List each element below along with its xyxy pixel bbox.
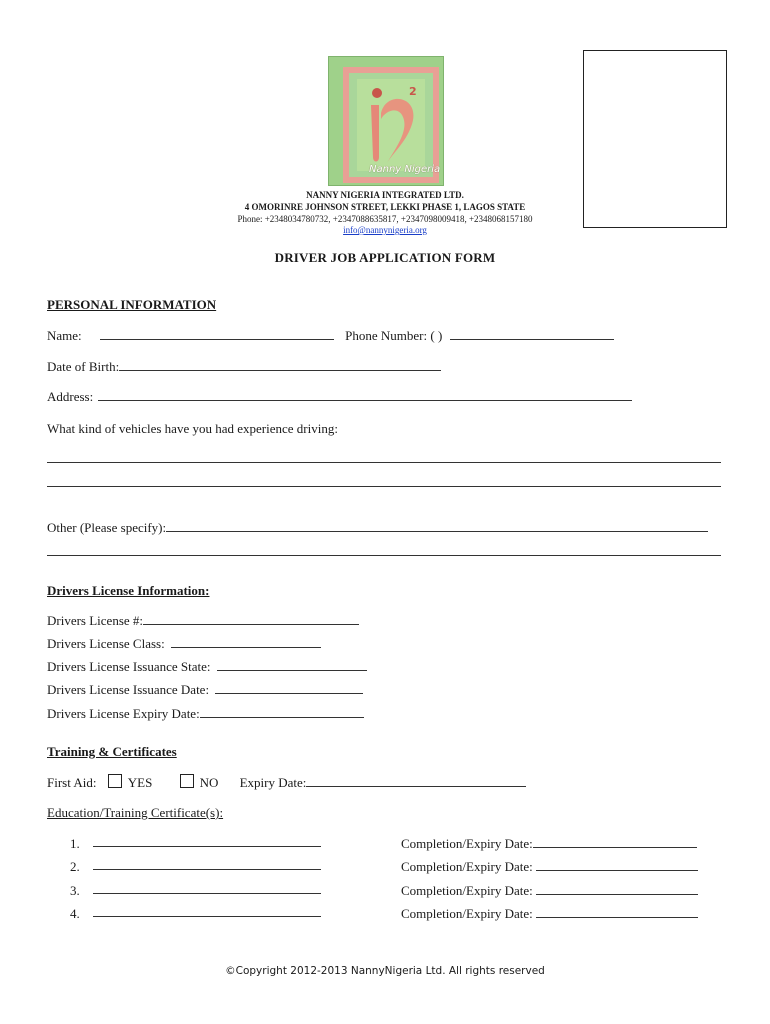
first-aid-expiry-label: Expiry Date:: [239, 775, 307, 790]
completion-date-field[interactable]: [533, 836, 697, 848]
company-logo: [328, 56, 444, 186]
phone-field[interactable]: [450, 328, 614, 340]
form-title: DRIVER JOB APPLICATION FORM: [274, 250, 496, 265]
certificate-number: 1.: [70, 836, 80, 851]
license-class-label: Drivers License Class:: [47, 636, 165, 651]
company-phone: Phone: +2348034780732, +2347088635817, +2347098009418, +2348068157180: [237, 214, 533, 224]
svg-text:2: 2: [409, 85, 417, 98]
phone-label: Phone Number: ( ): [345, 328, 443, 343]
completion-date-label: Completion/Expiry Date:: [401, 906, 537, 921]
other-field[interactable]: [166, 520, 708, 532]
training-heading: Training & Certificates: [47, 744, 177, 759]
license-state-field[interactable]: [217, 659, 367, 671]
certificate-name-field[interactable]: [93, 904, 321, 917]
company-address: 4 OMORINRE JOHNSON STREET, LEKKI PHASE 1, LAGOS STATE: [244, 202, 526, 212]
first-aid-no-checkbox[interactable]: [180, 774, 194, 788]
license-class-field[interactable]: [171, 636, 321, 648]
other-label: Other (Please specify):: [47, 520, 167, 535]
vehicles-question: What kind of vehicles have you had experience driving:: [47, 421, 338, 436]
copyright-footer: ©Copyright 2012-2013 NannyNigeria Ltd. All rights reserved: [225, 965, 545, 977]
logo-text: Nanny Nigeria: [369, 164, 441, 175]
certificate-number: 2.: [70, 859, 80, 874]
license-expiry-date-field[interactable]: [200, 706, 364, 718]
license-information-heading: Drivers License Information:: [47, 583, 210, 598]
completion-date-label: Completion/Expiry Date:: [401, 859, 537, 874]
vehicles-answer-line-1[interactable]: [47, 462, 721, 463]
company-name: NANNY NIGERIA INTEGRATED LTD.: [306, 190, 464, 200]
name-label: Name:: [47, 328, 82, 343]
completion-date-label: Completion/Expiry Date:: [401, 836, 533, 851]
vehicles-answer-line-2[interactable]: [47, 486, 721, 487]
logo-emblem: [357, 79, 425, 171]
name-field[interactable]: [100, 328, 334, 340]
first-aid-expiry-field[interactable]: [306, 775, 526, 787]
dob-field[interactable]: [119, 359, 441, 371]
dob-label: Date of Birth:: [47, 359, 120, 374]
first-aid-yes-label: YES: [127, 775, 153, 790]
license-issue-date-label: Drivers License Issuance Date:: [47, 682, 210, 697]
completion-date-label: Completion/Expiry Date:: [401, 883, 537, 898]
other-answer-line[interactable]: [47, 555, 721, 556]
address-label: Address:: [47, 389, 94, 404]
certificate-number: 4.: [70, 906, 80, 921]
certificate-number: 3.: [70, 883, 80, 898]
company-email-link[interactable]: info@nannynigeria.org: [343, 225, 427, 235]
personal-information-heading: PERSONAL INFORMATION: [47, 297, 217, 312]
certificate-name-field[interactable]: [93, 857, 321, 870]
completion-date-field[interactable]: [536, 883, 698, 895]
license-number-field[interactable]: [143, 613, 359, 625]
certificate-name-field[interactable]: [93, 881, 321, 894]
first-aid-yes-checkbox[interactable]: [108, 774, 122, 788]
license-number-label: Drivers License #:: [47, 613, 144, 628]
certificate-name-field[interactable]: [93, 834, 321, 847]
address-field[interactable]: [98, 389, 632, 401]
license-expiry-date-label: Drivers License Expiry Date:: [47, 706, 200, 721]
first-aid-no-label: NO: [199, 775, 219, 790]
completion-date-field[interactable]: [536, 859, 698, 871]
completion-date-field[interactable]: [536, 906, 698, 918]
license-issue-date-field[interactable]: [215, 682, 363, 694]
certificates-label: Education/Training Certificate(s):: [47, 805, 224, 820]
license-state-label: Drivers License Issuance State:: [47, 659, 211, 674]
first-aid-label: First Aid:: [47, 775, 97, 790]
